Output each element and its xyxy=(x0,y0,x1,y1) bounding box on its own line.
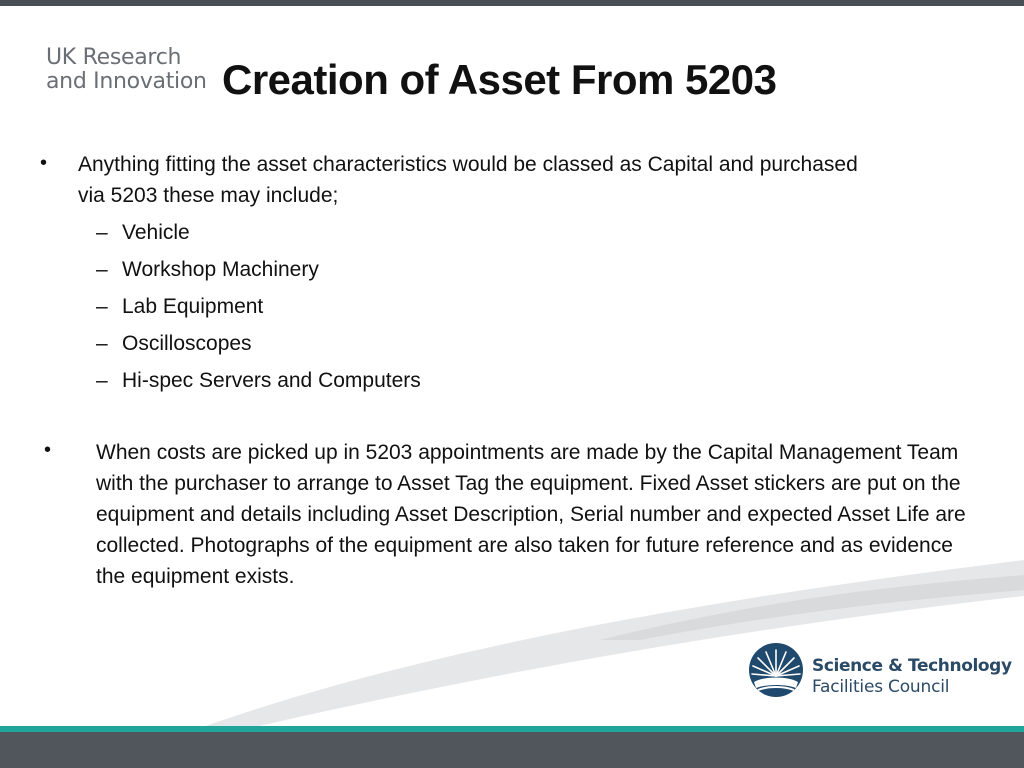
list-item-label: Lab Equipment xyxy=(122,295,264,318)
dash-marker: – xyxy=(96,369,108,392)
bullet-marker: • xyxy=(44,439,52,461)
list-item-label: Oscilloscopes xyxy=(122,332,252,355)
list-item xyxy=(96,251,421,288)
ukri-logo-line2: and Innovation xyxy=(46,69,207,94)
list-item xyxy=(96,214,421,251)
stfc-logo-line2: Facilities Council xyxy=(812,677,950,697)
list-item xyxy=(96,288,421,325)
list-item xyxy=(96,325,421,362)
bullet-marker: • xyxy=(40,152,48,174)
list-item-label: Vehicle xyxy=(122,221,190,244)
dash-marker: – xyxy=(96,221,108,244)
dash-marker: – xyxy=(96,295,108,318)
footer-bar xyxy=(0,732,1024,768)
ukri-logo-line1: UK Research xyxy=(46,45,182,70)
dash-marker: – xyxy=(96,332,108,355)
stfc-logo-line1: Science & Technology xyxy=(812,656,1012,676)
bullet-text-asset-tagging: When costs are picked up in 5203 appointments are made by the Capital Management Team with the purchaser to arrange to Asset Tag the equipment. Fixed Asset stickers are put on the equipment and details including Asset Description, Serial number and expected Asset Life are collected. Photographs of the equipment are also taken for future reference and as evidence the equipment exists. xyxy=(96,441,966,588)
list-item-label: Workshop Machinery xyxy=(122,258,319,281)
stfc-logo-text xyxy=(812,656,1012,698)
list-item xyxy=(96,362,421,399)
bullet-text-capital: Anything fitting the asset characteristics would be classed as Capital and purchased via 5203 these may include; xyxy=(78,153,858,207)
stfc-sunburst-icon xyxy=(748,642,804,698)
slide-title: Creation of Asset From 5203 xyxy=(222,56,777,103)
list-item-label: Hi-spec Servers and Computers xyxy=(122,369,421,392)
dash-marker: – xyxy=(96,258,108,281)
asset-examples-list xyxy=(96,214,421,399)
